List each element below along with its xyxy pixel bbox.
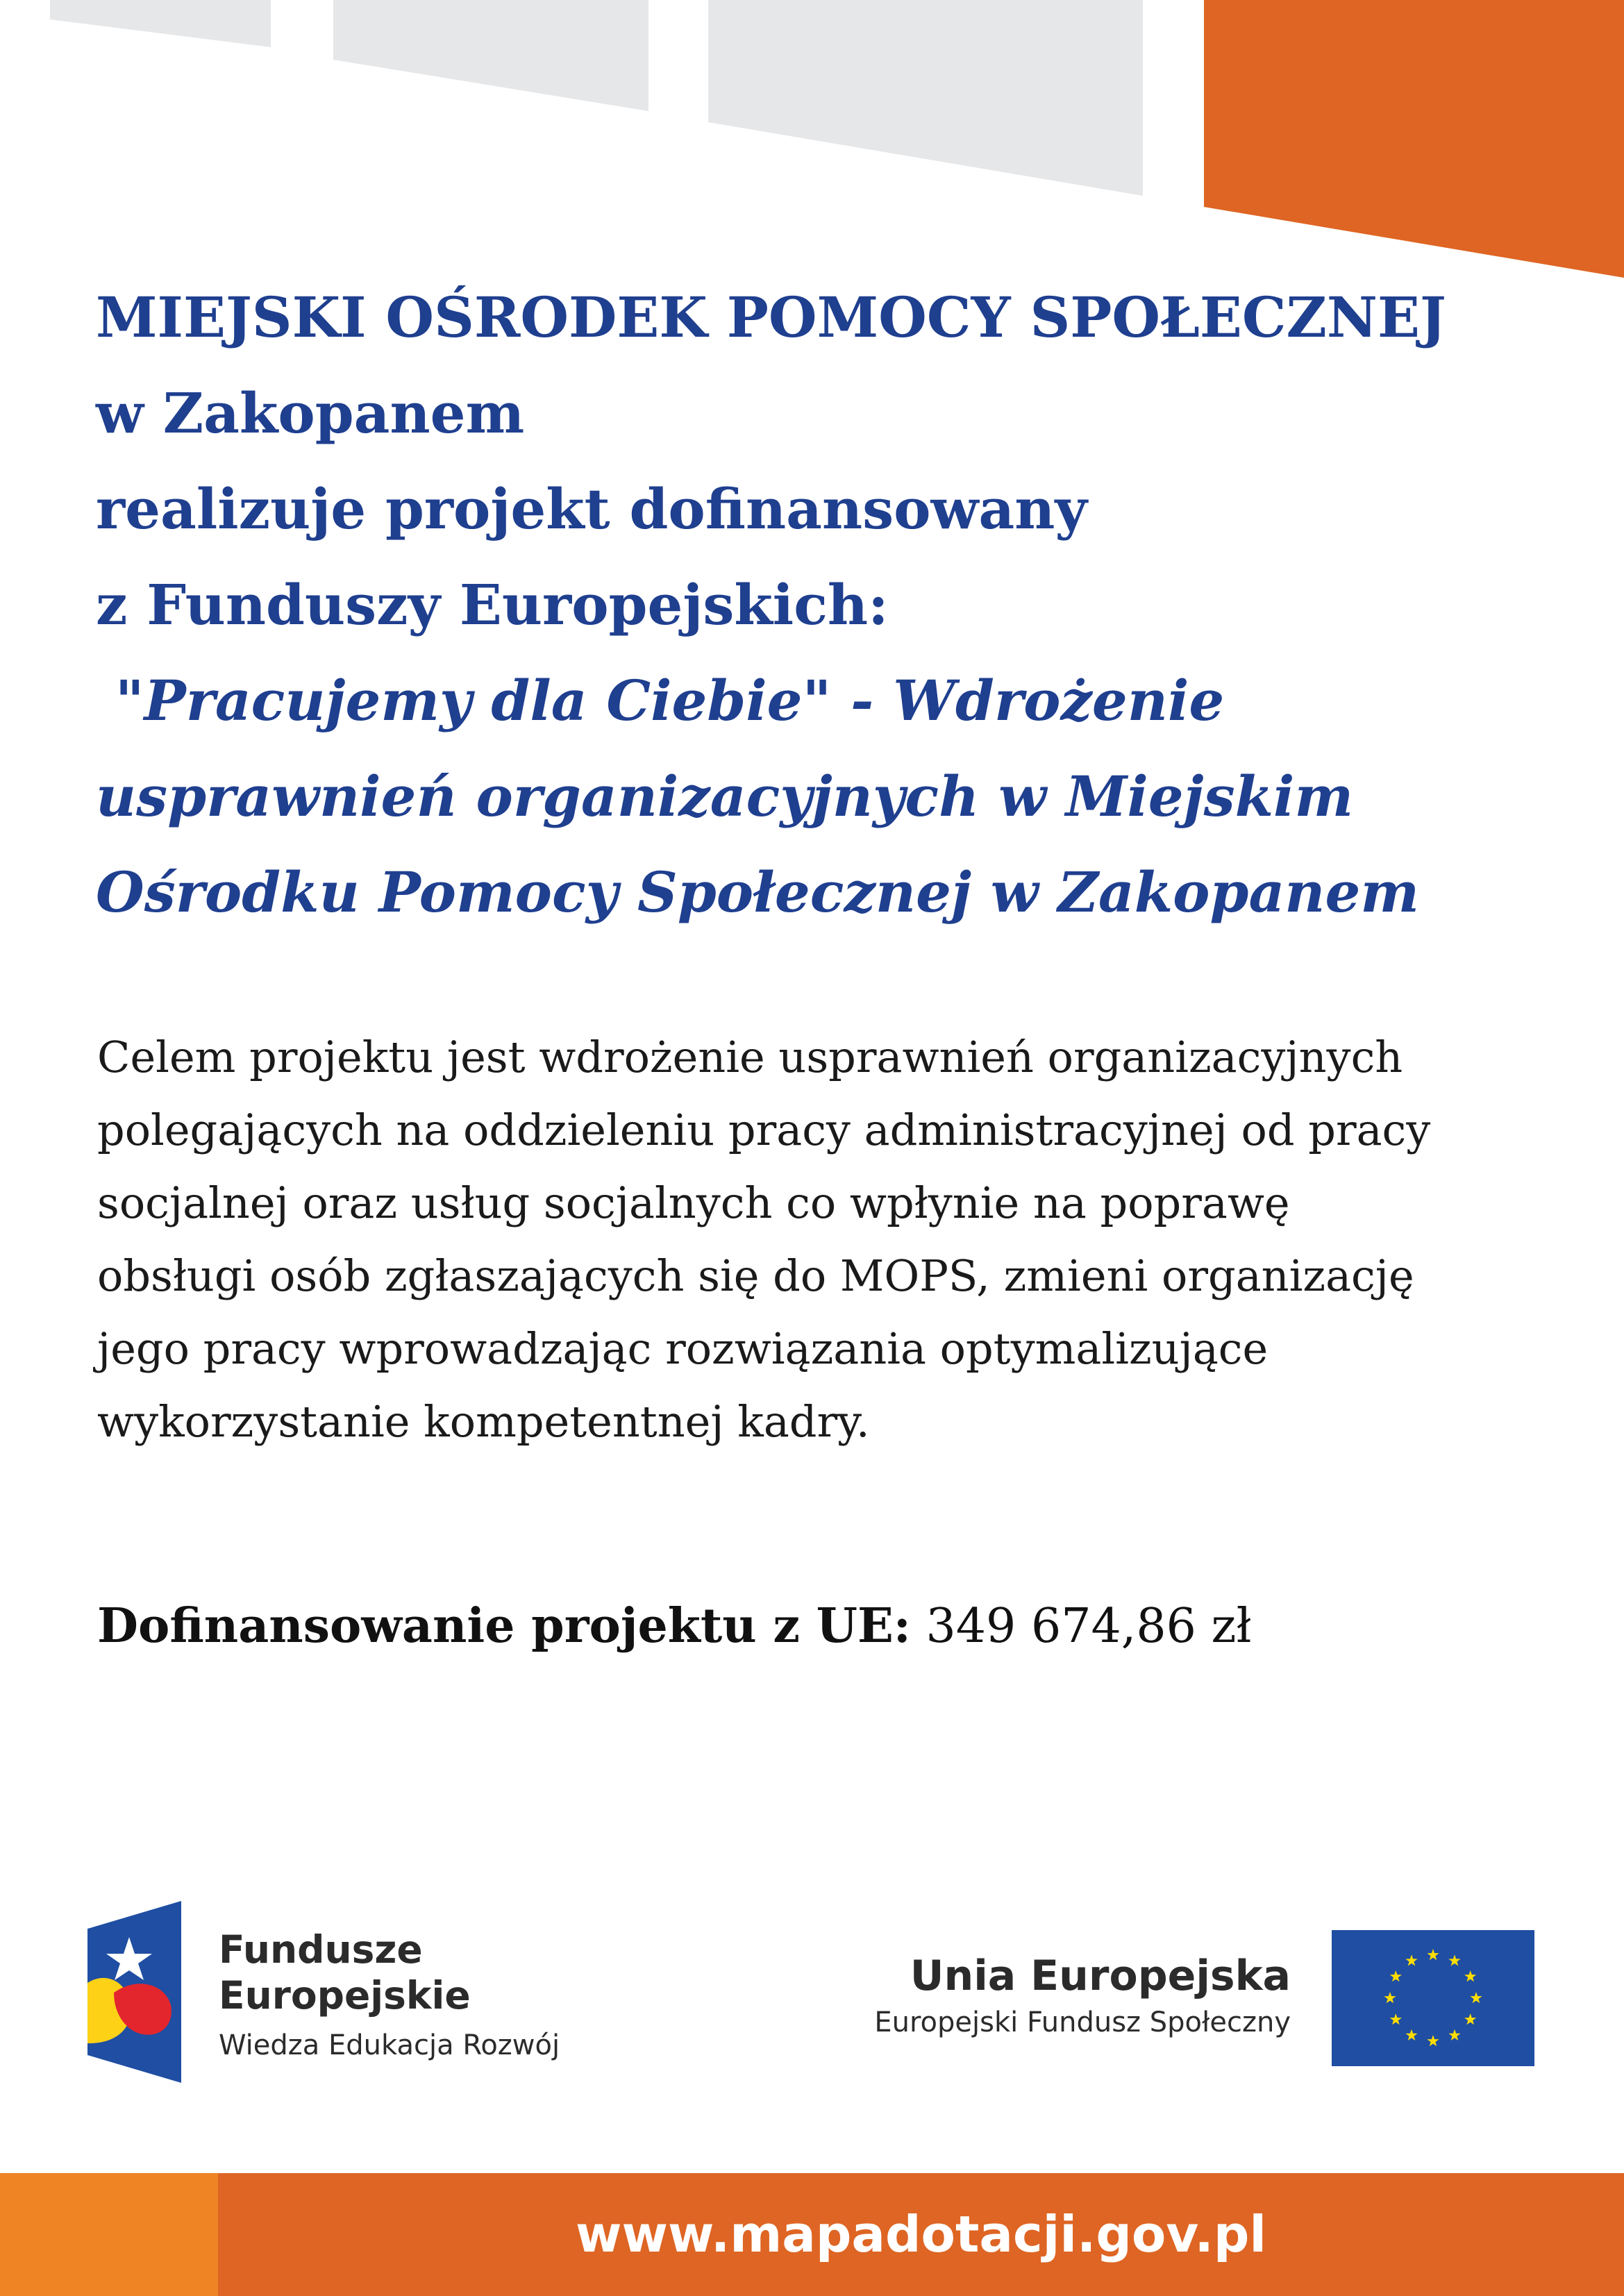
description-line-2: polegających na oddzieleniu pracy administracyjnej od pracy (97, 1105, 1431, 1155)
heading-line-4: z Funduszy Europejskich: (96, 572, 889, 637)
funding-label: Dofinansowanie projektu z UE: (97, 1598, 911, 1654)
footer-website-link[interactable]: www.mapadotacji.gov.pl (575, 2205, 1267, 2263)
fundusze-europejskie-text (219, 1927, 560, 2067)
description-line-6: wykorzystanie kompetentnej kadry. (97, 1396, 870, 1447)
eu-flag-icon (1332, 1930, 1534, 2066)
project-title-line-2: usprawnień organizacyjnych w Miejskim (96, 764, 1354, 829)
description-line-1: Celem projektu jest wdrożenie usprawnień organizacyjnych (97, 1032, 1403, 1082)
heading-line-2: w Zakopanem (96, 380, 525, 446)
description-line-5: jego pracy wprowadzając rozwiązania optymalizujące (97, 1323, 1269, 1374)
funding-info (97, 1598, 1251, 1654)
funding-amount: 349 674,86 zł (926, 1599, 1252, 1654)
heading (96, 269, 1554, 940)
project-title-line-1: "Pracujemy dla Ciebie" - Wdrożenie (96, 668, 1225, 733)
description-line-3: socjalnej oraz usług socjalnych co wpłynie na poprawę (97, 1178, 1290, 1228)
heading-line-3: realizuje projekt dofinansowany (96, 476, 1087, 542)
fe-text-line-3: Wiedza Edukacja Rozwój (219, 2029, 560, 2061)
project-description (97, 1021, 1576, 1458)
unia-europejska-text (874, 1950, 1291, 2043)
top-decoration (0, 0, 1624, 292)
project-title-line-3: Ośrodku Pomocy Społecznej w Zakopanem (96, 860, 1420, 925)
orange-band (1204, 0, 1624, 278)
grey-band-1 (50, 0, 271, 47)
footer-bar (0, 2173, 1624, 2296)
ue-text-line-1: Unia Europejska (910, 1952, 1291, 2000)
grey-band-2 (333, 0, 648, 111)
footer-accent (0, 2173, 218, 2296)
grey-band-3 (708, 0, 1143, 196)
fe-text-line-2: Europejskie (219, 1973, 471, 2018)
fe-text-line-1: Fundusze (219, 1927, 423, 1972)
fundusze-europejskie-logo-icon (87, 1901, 181, 2083)
ue-text-line-2: Europejski Fundusz Społeczny (874, 2006, 1291, 2038)
heading-line-1: MIEJSKI OŚRODEK POMOCY SPOŁECZNEJ (96, 285, 1446, 350)
description-line-4: obsługi osób zgłaszających się do MOPS, zmieni organizację (97, 1250, 1414, 1301)
